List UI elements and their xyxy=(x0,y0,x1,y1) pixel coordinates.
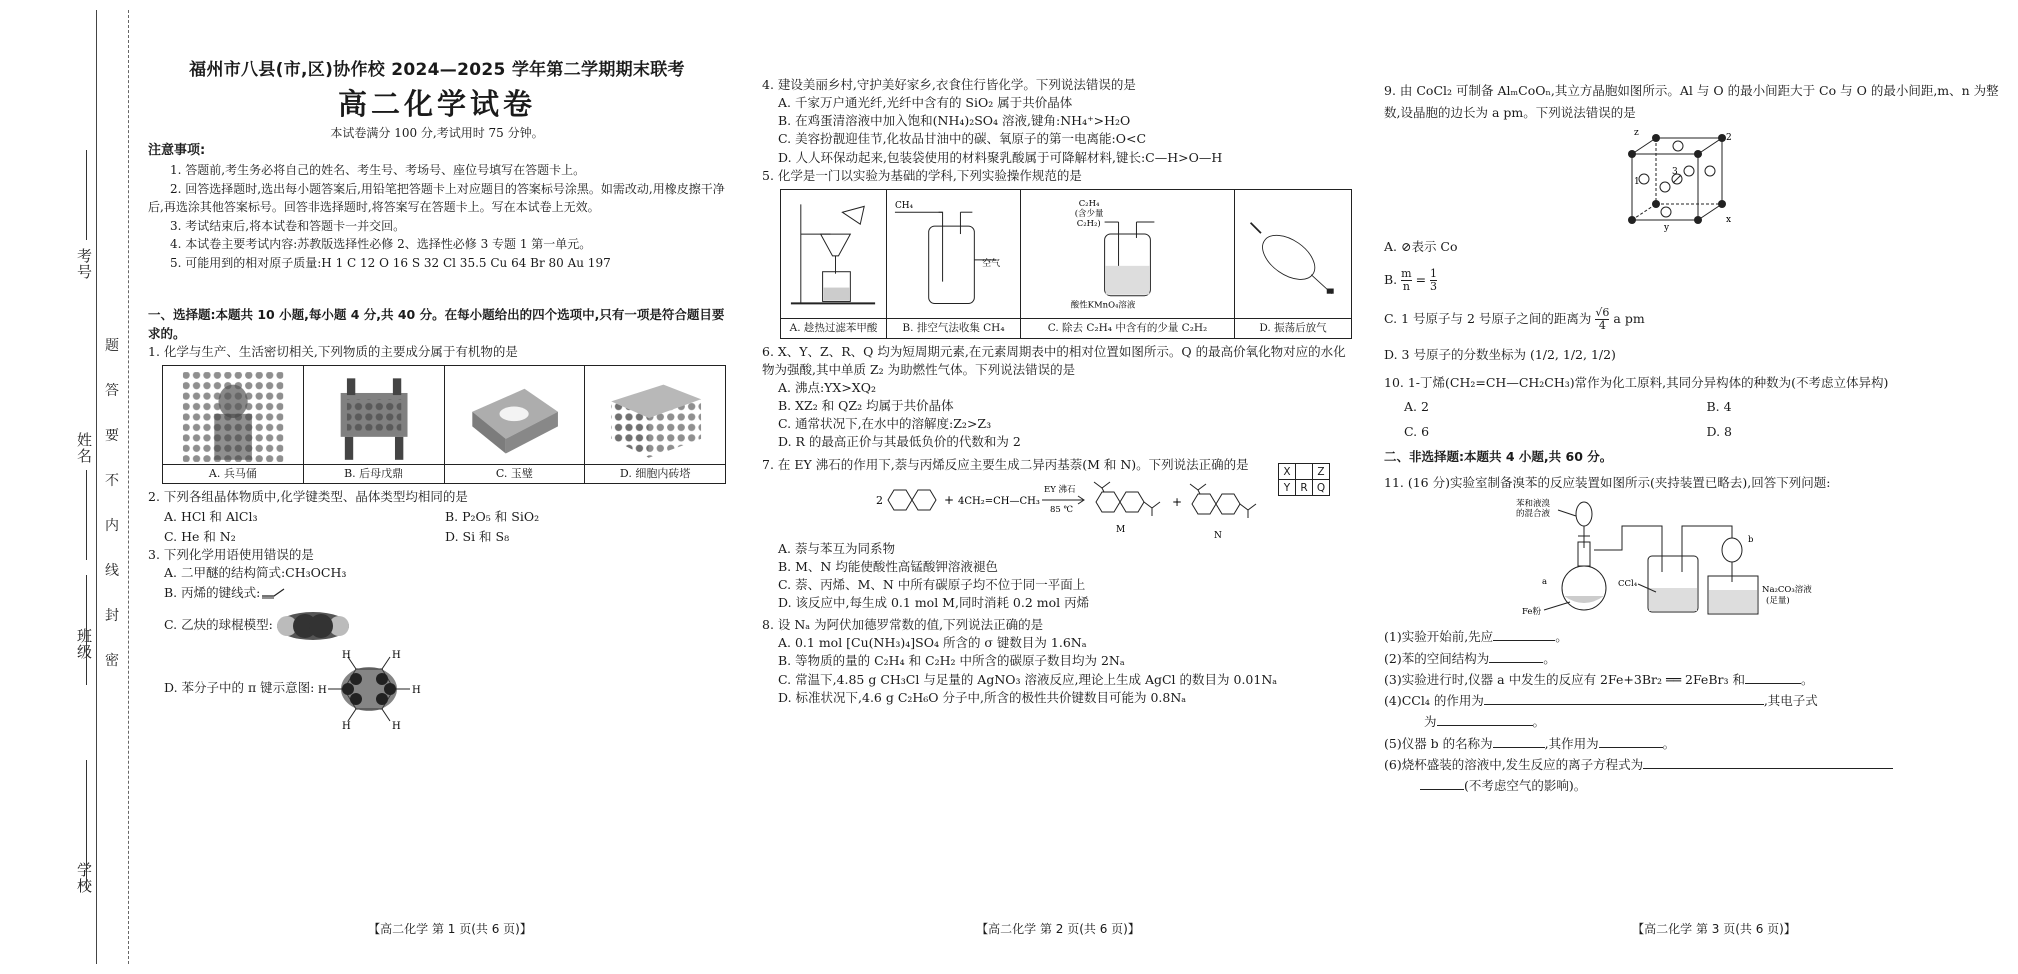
q3-option-b: B. 丙烯的键线式: xyxy=(164,585,261,601)
question-6-stem: 6. X、Y、Z、R、Q 均为短周期元素,在元素周期表中的相对位置如图所示。Q 的最高价氧化物对应的水化物为强酸,其中单质 Z₂ 为助燃性气体。下列说法错误的是 xyxy=(762,343,1346,377)
q6-option-b: B. XZ₂ 和 QZ₂ 均属于共价晶体 xyxy=(778,398,954,414)
table-cell xyxy=(1296,464,1313,480)
q6-option-a: A. 沸点:YX>XQ₂ xyxy=(778,380,876,395)
binding-strip xyxy=(0,0,140,974)
score-line: 本试卷满分 100 分,考试用时 75 分钟。 xyxy=(330,125,544,140)
q9-option-c xyxy=(1384,307,2009,332)
q6-option-d: D. R 的最高正价与其最低负价的代数和为 2 xyxy=(778,434,1021,450)
q9-option-c-suffix: a pm xyxy=(1613,311,1645,327)
notes-heading: 注意事项: xyxy=(148,143,206,159)
fraction-numerator: m xyxy=(1401,266,1412,280)
page-1 xyxy=(148,58,726,729)
kmno4-label: 酸性KMnO₄溶液 xyxy=(1070,299,1136,310)
question-11-parts xyxy=(1384,626,2009,796)
q11-part-text: (3)实验进行时,仪器 a 中发生的反应有 2Fe+3Br₂ ══ 2FeBr₃ 和 xyxy=(1384,671,1745,687)
q5-option-c-caption: C. 除去 C₂H₄ 中含有的少量 C₂H₂ xyxy=(1021,318,1234,338)
funnel-label-b: b xyxy=(1748,535,1754,546)
q1-option-d-image xyxy=(585,366,725,483)
q11-part-text: (2)苯的空间结构为 xyxy=(1384,650,1490,666)
q9-option-b-prefix: B. xyxy=(1384,271,1398,287)
q2-option-c: C. He 和 N₂ xyxy=(164,529,236,545)
blank-class xyxy=(86,575,87,685)
question-8-stem: 8. 设 Nₐ 为阿伏加德罗常数的值,下列说法正确的是 xyxy=(762,617,1044,633)
atom-3-label: 3 xyxy=(1672,166,1678,177)
q11-part-4 xyxy=(1384,690,2009,711)
q7-option-a: A. 萘与苯互为同系物 xyxy=(778,540,895,556)
funnel-label: 苯和液溴 xyxy=(1516,499,1551,510)
terracotta-warrior-photo xyxy=(173,370,293,464)
q6-option-c: C. 通常状况下,在水中的溶解度:Z₂>Z₃ xyxy=(778,416,992,432)
seal-char: 线 xyxy=(105,563,119,579)
gas-label: C₂H₂) xyxy=(1076,217,1101,228)
label-class: 班级 xyxy=(75,628,93,660)
h-atom-label: H xyxy=(412,684,422,696)
q3-option-c-row xyxy=(148,609,726,643)
jade-bi-photo xyxy=(454,370,574,464)
seal-char: 答 xyxy=(105,383,119,399)
h-atom-label: H xyxy=(392,649,402,661)
question-2-stem: 2. 下列各组晶体物质中,化学键类型、晶体类型均相同的是 xyxy=(148,488,468,504)
q8-option-a: A. 0.1 mol [Cu(NH₃)₄]SO₄ 所含的 σ 键数目为 1.6Nₐ xyxy=(778,635,1087,651)
q2-option-a: A. HCl 和 AlCl₃ xyxy=(164,508,258,524)
fraction xyxy=(1401,268,1411,293)
q2-option-d: D. Si 和 S₈ xyxy=(445,529,510,545)
note-item: 4. 本试卷主要考试内容:苏教版选择性必修 2、选择性必修 3 专题 1 第一单元。 xyxy=(170,237,592,252)
q11-part-text: ,其电子式 xyxy=(1763,693,1818,708)
q8-option-d: D. 标准状况下,4.6 g C₂H₆O 分子中,所含的极性共价键数目可能为 0.8Nₐ xyxy=(778,689,1187,705)
question-10-options xyxy=(1384,393,2009,445)
question-5-stem: 5. 化学是一门以实验为基础的学科,下列实验操作规范的是 xyxy=(762,167,1082,183)
gas-collection-diagram xyxy=(887,190,1020,318)
exam-title: 福州市八县(市,区)协作校 2024—2025 学年第二学期期末联考 xyxy=(189,60,685,80)
q1-option-c-image xyxy=(445,366,586,483)
q1-option-a-image xyxy=(163,366,304,483)
table-cell: R xyxy=(1296,480,1313,496)
q7-option-c: C. 萘、丙烯、M、N 中所有碳原子均不位于同一平面上 xyxy=(778,576,1086,592)
fraction-denominator: 4 xyxy=(1598,319,1606,333)
separatory-funnel-diagram xyxy=(1235,190,1351,318)
fraction-denominator: 3 xyxy=(1430,279,1438,293)
q11-part-text: (不考虑空气的影响)。 xyxy=(1464,778,1587,793)
q11-part-4-line2: 为 。 xyxy=(1424,714,1546,730)
q9-option-b xyxy=(1384,268,2009,293)
q7-option-d: D. 该反应中,每生成 0.1 mol M,同时消耗 0.2 mol 丙烯 xyxy=(778,595,1090,610)
q1-option-d-caption: D. 细胞内砖塔 xyxy=(585,464,725,483)
product-m-label: M xyxy=(1116,524,1126,535)
acetylene-ball-stick-model xyxy=(273,609,353,643)
q8-option-b: B. 等物质的量的 C₂H₄ 和 C₂H₂ 中所含的碳原子数目均为 2Nₐ xyxy=(778,653,1125,669)
ch4-label: CH₄ xyxy=(894,200,914,211)
answer-blank[interactable] xyxy=(1420,789,1464,790)
page-2-footer: 【高二化学 第 2 页(共 6 页)】 xyxy=(976,922,1140,936)
flask-label-a: a xyxy=(1542,577,1548,588)
question-1-images xyxy=(162,365,726,484)
q1-option-b-caption: B. 后母戊鼎 xyxy=(304,464,444,483)
q11-part-text: (4)CCl₄ 的作用为 xyxy=(1384,693,1484,708)
propene-formula: 4CH₂=CH—CH₃ xyxy=(958,495,1040,507)
q5-option-d-caption: D. 振荡后放气 xyxy=(1235,318,1351,338)
q10-option-d: D. 8 xyxy=(1706,424,1732,440)
plus-sign: + xyxy=(944,492,955,507)
question-5-apparatus xyxy=(780,189,1352,339)
question-11-stem: 11. (16 分)实验室制备溴苯的反应装置如图所示(夹持装置已略去),回答下列问题: xyxy=(1384,475,1831,491)
seal-char: 题 xyxy=(105,338,119,354)
label-exam-number: 考号 xyxy=(75,248,93,280)
bronze-ding-photo xyxy=(314,370,434,464)
answer-blank[interactable] xyxy=(1493,640,1555,641)
gas-washing-diagram xyxy=(1021,190,1234,318)
q11-part-2: (2)苯的空间结构为 。 xyxy=(1384,650,1556,666)
section-2-heading: 二、非选择题:本题共 4 小题,共 60 分。 xyxy=(1384,449,1613,464)
q5-option-b-figure xyxy=(887,190,1021,338)
q11-part-text: ,其作用为 xyxy=(1544,735,1599,751)
catalyst-label: EY 沸石 xyxy=(1044,484,1076,495)
q11-part-5: (5)仪器 b 的名称为 ,其作用为 。 xyxy=(1384,735,1676,751)
answer-blank[interactable] xyxy=(1643,768,1893,769)
fraction xyxy=(1595,307,1609,332)
plus-sign: + xyxy=(1172,494,1183,509)
gas-label: C₂H₄ xyxy=(1078,197,1100,208)
product-n-label: N xyxy=(1214,530,1222,540)
q5-option-d-figure xyxy=(1235,190,1351,338)
q11-part-text: 为 xyxy=(1424,714,1437,730)
q3-option-a: A. 二甲醚的结构简式:CH₃OCH₃ xyxy=(164,565,347,581)
q4-option-a: A. 千家万户通光纤,光纤中含有的 SiO₂ 属于共价晶体 xyxy=(778,95,1073,111)
brick-tower-photo xyxy=(595,370,715,464)
q1-option-a-caption: A. 兵马俑 xyxy=(163,464,303,483)
benzene-pi-bond-diagram xyxy=(314,649,424,729)
q5-option-b-caption: B. 排空气法收集 CH₄ xyxy=(887,318,1020,338)
table-cell: Q xyxy=(1313,480,1330,496)
ccl4-label: CCl₄ xyxy=(1618,579,1638,590)
propene-skeletal-formula xyxy=(260,586,290,600)
q4-option-c: C. 美容扮靓迎佳节,化妆品甘油中的碳、氧原子的第一电离能:O<C xyxy=(778,131,1147,147)
question-4-stem: 4. 建设美丽乡村,守护美好家乡,衣食住行皆化学。下列说法错误的是 xyxy=(762,77,1136,92)
q1-option-b-image xyxy=(304,366,445,483)
q11-part-text: (6)烧杯盛装的溶液中,发生反应的离子方程式为 xyxy=(1384,756,1644,772)
fraction-numerator: √6 xyxy=(1595,306,1610,320)
answer-blank[interactable] xyxy=(1489,662,1543,663)
atom-2-label: 2 xyxy=(1726,132,1732,143)
binding-line xyxy=(96,10,97,964)
answer-blank[interactable] xyxy=(1745,683,1801,684)
q4-option-d: D. 人人环保动起来,包装袋使用的材料聚乳酸属于可降解材料,键长:C—H>O—H xyxy=(778,149,1223,165)
exam-subtitle: 高二化学试卷 xyxy=(337,86,536,121)
h-atom-label: H xyxy=(342,649,352,661)
q11-part-6-line2 xyxy=(1384,775,2009,796)
note-item: 5. 可能用到的相对原子质量:H 1 C 12 O 16 S 32 Cl 35.5 Cu 64 Br 80 Au 197 xyxy=(170,255,611,270)
q3-option-c: C. 乙炔的球棍模型: xyxy=(164,617,273,633)
note-item: 3. 考试结束后,将本试卷和答题卡一并交回。 xyxy=(170,218,406,233)
question-9-stem: 9. 由 CoCl₂ 可制备 AlₘCoOₙ,其立方晶胞如图所示。Al 与 O 的最小间距大于 Co 与 O 的最小间距,m、n 为整数,设晶胞的边长为 a pm。下列说法错误的是 xyxy=(1384,83,1999,120)
fraction-numerator: 1 xyxy=(1430,266,1438,280)
q9-option-d-coord: (1/2, 1/2, 1/2) xyxy=(1529,347,1616,363)
axis-x-label: x xyxy=(1726,214,1732,225)
reaction-coefficient: 2 xyxy=(876,493,883,507)
bromobenzene-apparatus xyxy=(1512,492,1852,620)
periodic-position-table xyxy=(1278,463,1330,496)
question-1-stem: 1. 化学与生产、生活密切相关,下列物质的主要成分属于有机物的是 xyxy=(148,343,518,359)
funnel-label: 的混合液 xyxy=(1516,509,1551,520)
q8-option-c: C. 常温下,4.85 g CH₃Cl 与足量的 AgNO₃ 溶液反应,理论上生成 AgCl 的数目为 0.01Nₐ xyxy=(778,671,1278,687)
table-cell: X xyxy=(1279,464,1296,480)
blank-exam-number xyxy=(86,150,87,240)
h-atom-label: H xyxy=(392,720,402,729)
axis-y-label: y xyxy=(1664,222,1670,233)
cut-line xyxy=(128,10,129,964)
h-atom-label: H xyxy=(342,720,352,729)
q10-option-b: B. 4 xyxy=(1706,398,1732,414)
q10-option-c: C. 6 xyxy=(1404,424,1430,440)
label-name: 姓名 xyxy=(75,432,93,464)
fe-powder-label: Fe粉 xyxy=(1522,607,1541,618)
gas-label: (含少量 xyxy=(1074,207,1104,218)
q5-option-a-caption: A. 趁热过滤苯甲酸 xyxy=(781,318,886,338)
q9-option-a: A. ⊘表示 Co xyxy=(1384,238,1458,254)
seal-char: 密 xyxy=(105,653,119,669)
q5-option-a-figure xyxy=(781,190,887,338)
q3-option-b-row xyxy=(148,584,726,602)
page-3-footer: 【高二化学 第 3 页(共 6 页)】 xyxy=(1632,922,1796,936)
answer-blank[interactable] xyxy=(1599,747,1663,748)
q4-option-b: B. 在鸡蛋清溶液中加入饱和(NH₄)₂SO₄ 溶液,键角:NH₄⁺>H₂O xyxy=(778,113,1131,129)
unit-cell-diagram xyxy=(1612,126,1732,236)
blank-school xyxy=(86,760,87,890)
atom-1-label: 1 xyxy=(1634,176,1640,187)
question-7-stem: 7. 在 EY 沸石的作用下,萘与丙烯反应主要生成二异丙基萘(M 和 N)。下列说法正确的是 xyxy=(762,456,1249,472)
q3-option-d: D. 苯分子中的 π 键示意图: xyxy=(164,680,315,696)
page-3 xyxy=(1384,58,2009,796)
q11-part-6 xyxy=(1384,754,2009,775)
hot-filtration-diagram xyxy=(781,190,886,318)
q11-part-text: (1)实验开始前,先应 xyxy=(1384,629,1494,645)
seal-char: 内 xyxy=(105,518,119,534)
q1-option-c-caption: C. 玉璧 xyxy=(445,464,585,483)
q9-option-d-prefix: D. 3 号原子的分数坐标为 xyxy=(1384,347,1526,363)
q3-option-d-row xyxy=(148,649,726,729)
label-school: 学校 xyxy=(75,862,93,894)
section-1-heading: 一、选择题:本题共 10 小题,每小题 4 分,共 40 分。在每小题给出的四个选项中,只有一项是符合题目要求的。 xyxy=(148,307,725,341)
q7-option-b: B. M、N 均能使酸性高锰酸钾溶液褪色 xyxy=(778,558,998,574)
answer-blank[interactable] xyxy=(1484,704,1764,705)
fraction-denominator: n xyxy=(1402,279,1410,293)
q9-option-d xyxy=(1384,346,2009,364)
question-2-options xyxy=(148,506,726,546)
q9-option-c-prefix: C. 1 号原子与 2 号原子之间的距离为 xyxy=(1384,311,1592,327)
h-atom-label: H xyxy=(318,684,328,696)
na2co3-label: (足量) xyxy=(1766,596,1790,607)
q11-part-1: (1)实验开始前,先应 。 xyxy=(1384,629,1568,645)
answer-blank[interactable] xyxy=(1493,747,1545,748)
page-1-footer: 【高二化学 第 1 页(共 6 页)】 xyxy=(368,922,532,936)
q10-option-a: A. 2 xyxy=(1404,398,1429,414)
answer-blank[interactable] xyxy=(1437,725,1533,726)
question-10-stem: 10. 1-丁烯(CH₂=CH—CH₂CH₃)常作为化工原料,其同分异构体的种数为(不考虑立体异构) xyxy=(1384,375,1889,391)
equals-sign: = xyxy=(1415,271,1427,287)
na2co3-label: Na₂CO₃溶液 xyxy=(1762,585,1812,596)
q11-part-text: (5)仪器 b 的名称为 xyxy=(1384,735,1493,751)
q5-option-c-figure xyxy=(1021,190,1235,338)
note-item: 1. 答题前,考生务必将自己的姓名、考生号、考场号、座位号填写在答题卡上。 xyxy=(170,162,586,177)
air-label: 空气 xyxy=(982,258,1001,269)
q11-part-3: (3)实验进行时,仪器 a 中发生的反应有 2Fe+3Br₂ ══ 2FeBr₃ 和 。 xyxy=(1384,671,1814,687)
axis-z-label: z xyxy=(1634,127,1639,138)
question-3-stem: 3. 下列化学用语使用错误的是 xyxy=(148,547,314,563)
seal-char: 要 xyxy=(105,428,119,444)
seal-char: 封 xyxy=(105,608,119,624)
fraction xyxy=(1430,268,1437,293)
table-cell: Y xyxy=(1279,480,1296,496)
temperature-label: 85 ℃ xyxy=(1050,504,1074,515)
q2-option-b: B. P₂O₅ 和 SiO₂ xyxy=(445,508,540,524)
page-2 xyxy=(762,58,1352,707)
seal-char: 不 xyxy=(105,473,119,489)
table-cell: Z xyxy=(1313,464,1330,480)
note-item: 2. 回答选择题时,选出每小题答案后,用铅笔把答题卡上对应题目的答案标号涂黑。如需改动,用橡皮擦干净后,再选涂其他答案标号。回答非选择题时,将答案写在答题卡上。写在本试卷上无效。 xyxy=(148,181,725,215)
blank-name xyxy=(86,470,87,560)
